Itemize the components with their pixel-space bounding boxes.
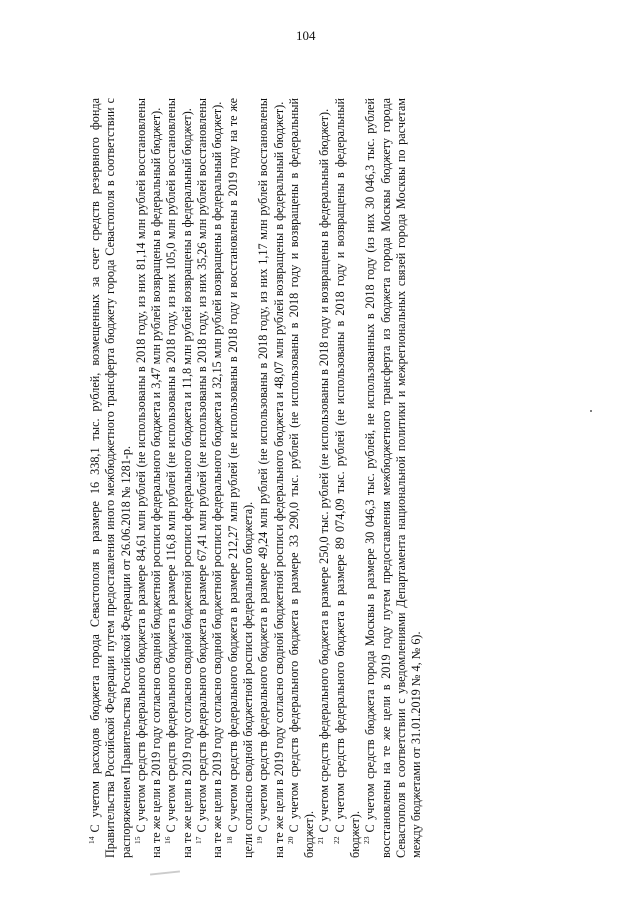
footnote-text: С учетом средств федерального бюджета в размере 49,24 млн рублей (не использованы в 2018 году, из них 1,17 млн рублей восстановлены на те же цели в 2019 году согласно сводной бюджетной росписи федерального бюджета и 48,07 млн рублей возвращены в федеральный бюджет). [256, 98, 286, 858]
footnote-16 [164, 98, 195, 858]
footnote-marker: 22 [331, 836, 341, 844]
footnote-text: С учетом средств федерального бюджета в размере 250,0 тыс. рублей (не использованы в 2018 году и возвращены в федеральный бюджет). [317, 108, 332, 833]
footnote-marker: 17 [194, 836, 204, 844]
footnote-marker: 23 [362, 836, 372, 844]
footnote-17 [195, 98, 226, 858]
footnotes-block [88, 98, 425, 858]
footnote-marker: 19 [255, 836, 265, 844]
footnote-marker: 15 [132, 836, 142, 844]
footnote-21 [317, 98, 332, 858]
footnote-text: С учетом средств федерального бюджета в размере 89 074,09 тыс. рублей (не использованы в 2018 году и возвращены в федеральный бюджет). [332, 98, 363, 858]
footnote-text: С учетом средств федерального бюджета в размере 84,61 млн рублей (не использованы в 2018 году, из них 81,14 млн рублей восстановлены на те же цели в 2019 году согласно сводной бюджетной росписи федерального бюджета и 3,47 млн рублей возвращены в федеральный бюджет). [133, 98, 164, 858]
footnote-marker: 16 [163, 836, 173, 844]
footnote-text: С учетом средств федерального бюджета в размере 116,8 млн рублей (не использованы в 2018 году, из них 105,0 млн рублей восстановлены на те же цели в 2019 году согласно сводной бюджетной росписи федерального бюджета и 11,8 млн рублей возвращены в федеральный бюджет). [164, 98, 194, 858]
page-number: 104 [296, 28, 316, 43]
footnote-14 [88, 98, 134, 858]
footnote-20 [287, 98, 318, 858]
scan-dot [590, 410, 592, 412]
footnote-marker: 20 [285, 836, 295, 844]
footnote-23 [363, 98, 424, 858]
footnote-text: С учетом расходов бюджета города Севастополя в размере 16 338,1 тыс. рублей, возмещенных за счет средств резервного фонда Правительства Российской Федерации путем предоставления иного межбюджетного трансферта бюджету города Севастополя в соответствии с распоряжением Правительства Российской Федерации от 26.06.2018 № 1281-р. [88, 98, 133, 858]
footnote-text: С учетом средств бюджета города Москвы в размере 30 046,3 тыс. рублей, не использованных в 2018 году (из них 30 046,3 тыс. рублей восстановлены на те же цели в 2019 году путем предоставления межбюджетного трансферта из бюджета города Москвы бюджету города Севастополя в соответствии с уведомлениями Департамента национальной политики и межрегиональных связей города Москвы по расчетам между бюджетами от 31.01.2019 № 4, № 6). [363, 98, 424, 858]
footnote-text: С учетом средств федерального бюджета в размере 212,27 млн рублей (не использованы в 2018 году и восстановлены в 2019 году на те же цели согласно сводной бюджетной росписи федерального бюджета). [225, 98, 255, 858]
footnote-marker: 14 [86, 836, 96, 844]
footnote-text: С учетом средств федерального бюджета в размере 33 290,0 тыс. рублей (не использованы в 2018 году и возвращены в федеральный бюджет). [286, 98, 317, 858]
footnote-15 [134, 98, 165, 858]
footnote-22 [333, 98, 364, 858]
footnote-text: С учетом средств федерального бюджета в размере 67,41 млн рублей (не использованы в 2018 году, из них 35,26 млн рублей восстановлены на те же цели в 2019 году согласно сводной бюджетной росписи федерального бюджета и 32,15 млн рублей возвращены в федеральный бюджет). [195, 98, 225, 858]
scan-artifact [150, 870, 180, 875]
footnote-18 [226, 98, 257, 858]
footnote-marker: 21 [316, 836, 326, 844]
footnote-marker: 18 [224, 836, 234, 844]
footnote-19 [256, 98, 287, 858]
